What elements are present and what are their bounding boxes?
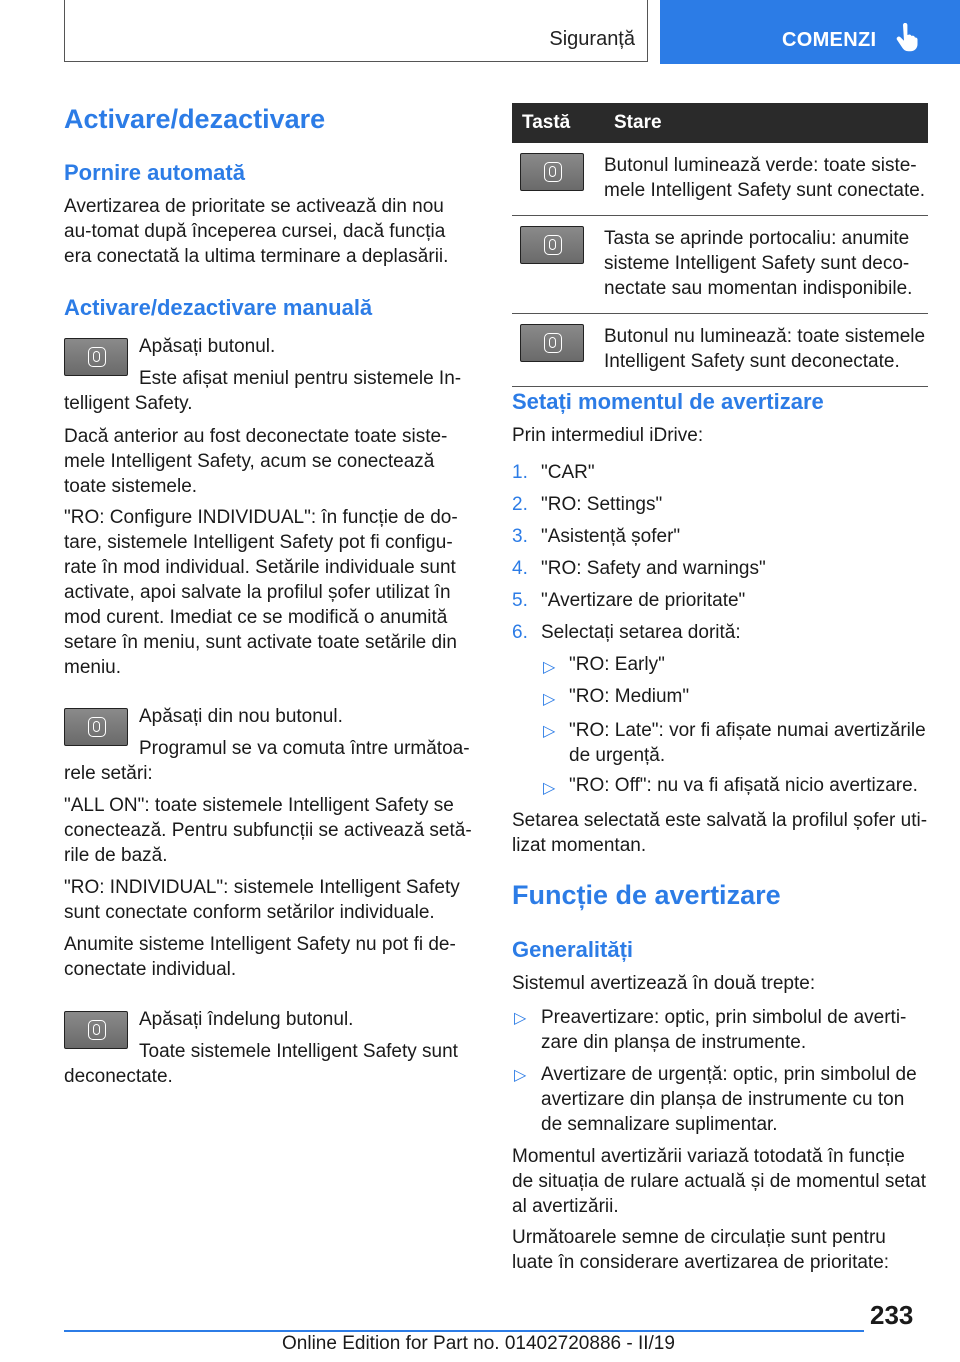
paragraph-warning-moment: Momentul avertizării variază totodată în funcție de situația de rulare actuală și de momentul setat al avertizării. <box>512 1146 927 1217</box>
table-header-key: Tastă <box>512 103 604 143</box>
instruction-press-desc: Este afișat meniul pentru sistemele In-telligent Safety. <box>64 368 462 414</box>
step-number: 5. <box>512 590 528 611</box>
heading-manual: Activare/dezactivare manuală <box>64 295 373 320</box>
page-number: 233 <box>870 1300 914 1330</box>
instruction-press: Apăsați butonul. <box>139 336 276 357</box>
option-text: "RO: Off": nu va fi afișată nicio avertizare. <box>569 775 918 796</box>
paragraph-reactivate: Dacă anterior au fost deconectate toate siste-mele Intelligent Safety, acum se conectează toate sistemele. <box>64 426 448 497</box>
list-item-prewarning: Preavertizare: optic, prin simbolul de averti-zare din planșa de instrumente. <box>541 1007 907 1053</box>
footer-edition-text: Online Edition for Part no. 01402720886 - II/19 <box>282 1333 675 1354</box>
table-header-status: Stare <box>604 103 928 143</box>
instruction-press-again-desc: Programul se va comuta între următoa-rele setări: <box>64 738 470 784</box>
step-text: "CAR" <box>541 462 595 483</box>
option-text: "RO: Early" <box>569 654 665 675</box>
step-text: "Avertizare de prioritate" <box>541 590 746 611</box>
instruction-long-press-desc: Toate sistemele Intelligent Safety sunt deconectate. <box>64 1041 458 1087</box>
table-header-row <box>512 103 928 143</box>
table-row <box>512 314 928 387</box>
footer-divider <box>64 1330 864 1332</box>
bullet-triangle-icon: ▷ <box>514 1010 527 1027</box>
key-status-table <box>512 103 928 387</box>
table-row <box>512 216 928 314</box>
instruction-press-again: Apăsați din nou butonul. <box>139 706 343 727</box>
header-section-title: Siguranță <box>549 28 635 50</box>
paragraph-configure-individual: "RO: Configure INDIVIDUAL": în funcție de do-tare, sistemele Intelligent Safety pot fi configu-rate în mod individual. Setările individuale sunt activate, apoi salvate la profilul șofer utilizat în mod curent. Imediat ce se modifică o anumită setare în meniu, sunt activate toate setările din meniu. <box>64 507 458 678</box>
table-cell-status: Butonul luminează verde: toate siste-mele Intelligent Safety sunt conectate. <box>604 143 928 216</box>
step-number: 6. <box>512 622 528 643</box>
header-chapter-title: COMENZI <box>782 29 877 51</box>
bullet-triangle-icon: ▷ <box>543 723 556 740</box>
paragraph-traffic-signs: Următoarele semne de circulație sunt pentru luate în considerare avertizarea de prioritate: <box>512 1227 890 1273</box>
bullet-triangle-icon: ▷ <box>543 691 556 708</box>
paragraph-idrive: Prin intermediul iDrive: <box>512 425 704 446</box>
header-chapter-tab[interactable] <box>660 0 960 64</box>
intelligent-safety-button-icon <box>520 226 584 264</box>
paragraph-individual: "RO: INDIVIDUAL": sistemele Intelligent Safety sunt conectate conform setărilor individuale. <box>64 877 460 923</box>
paragraph-two-stages: Sistemul avertizează în două trepte: <box>512 973 816 994</box>
intelligent-safety-button-icon <box>520 153 584 191</box>
list-item-urgent-warning: Avertizare de urgență: optic, prin simbolul de avertizare din planșa de instrumente cu ton de semnalizare suplimentar. <box>541 1064 917 1135</box>
paragraph-auto-start: Avertizarea de prioritate se activează din nou au-tomat după începerea cursei, dacă funcția era conectată la ultima terminare a deplasării. <box>64 196 449 267</box>
heading-activation: Activare/dezactivare <box>64 104 326 134</box>
step-number: 3. <box>512 526 528 547</box>
heading-general: Generalități <box>512 937 634 962</box>
bullet-triangle-icon: ▷ <box>543 780 556 797</box>
step-number: 2. <box>512 494 528 515</box>
heading-warning-function: Funcție de avertizare <box>512 880 781 910</box>
option-text: "RO: Late": vor fi afișate numai avertizările de urgență. <box>569 720 926 766</box>
table-cell-status: Tasta se aprinde portocaliu: anumite sisteme Intelligent Safety sunt deco-nectate sau momentan indisponibile. <box>604 216 928 314</box>
step-number: 4. <box>512 558 528 579</box>
heading-set-warning-time: Setați momentul de avertizare <box>512 389 824 414</box>
step-number: 1. <box>512 462 528 483</box>
bullet-triangle-icon: ▷ <box>514 1067 527 1084</box>
step-text: "Asistență șofer" <box>541 526 681 547</box>
step-text: "RO: Safety and warnings" <box>541 558 766 579</box>
bullet-triangle-icon: ▷ <box>543 659 556 676</box>
option-text: "RO: Medium" <box>569 686 690 707</box>
step-text: Selectați setarea dorită: <box>541 622 741 643</box>
table-row <box>512 143 928 216</box>
paragraph-not-individual: Anumite sisteme Intelligent Safety nu pot fi de-conectate individual. <box>64 934 456 980</box>
step-text: "RO: Settings" <box>541 494 663 515</box>
paragraph-all-on: "ALL ON": toate sistemele Intelligent Safety se conectează. Pentru subfuncții se activează setă-rile de bază. <box>64 795 472 866</box>
intelligent-safety-button-icon <box>520 324 584 362</box>
hand-pointer-icon <box>895 23 919 53</box>
header-section-box <box>64 0 648 62</box>
heading-auto-start: Pornire automată <box>64 160 245 185</box>
instruction-long-press: Apăsați îndelung butonul. <box>139 1009 354 1030</box>
table-cell-status: Butonul nu luminează: toate sistemele Intelligent Safety sunt deconectate. <box>604 314 928 387</box>
paragraph-saved-profile: Setarea selectată este salvată la profilul șofer uti-lizat momentan. <box>512 810 928 856</box>
